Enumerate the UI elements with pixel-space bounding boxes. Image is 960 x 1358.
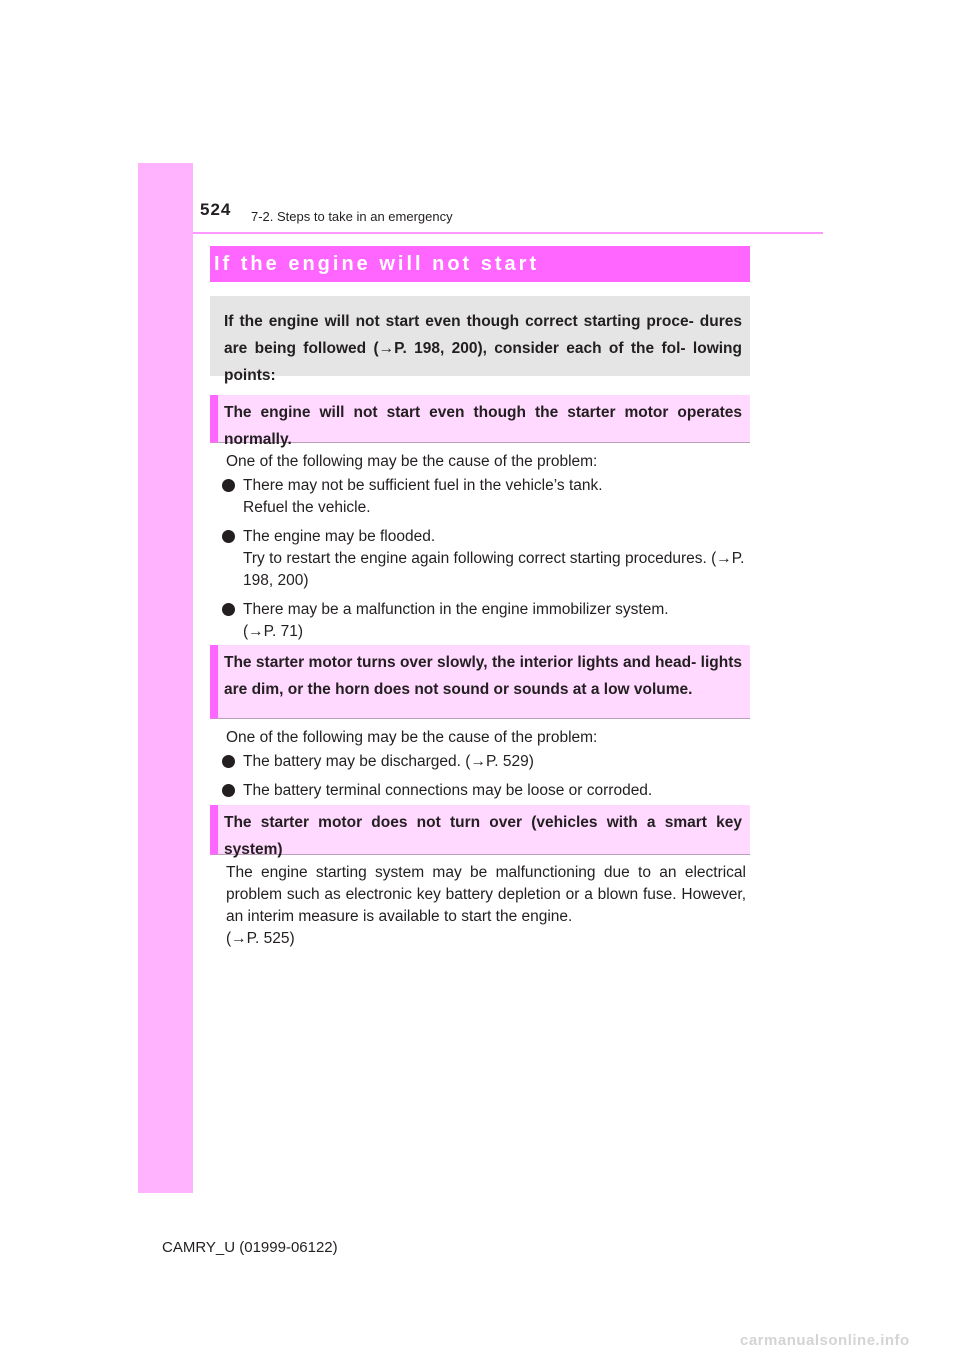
bullet-text: There may be a malfunction in the engine immobilizer system. bbox=[243, 601, 669, 618]
bullet-text: The battery terminal connections may be loose or corroded. bbox=[243, 782, 653, 799]
bullet-text: There may not be sufficient fuel in the vehicle’s tank. bbox=[243, 477, 603, 494]
section-2-bullets bbox=[222, 751, 750, 809]
bullet-text: The battery may be discharged. (→P. 529) bbox=[243, 753, 534, 770]
bullet-icon bbox=[222, 530, 235, 543]
section-3-ref: (→P. 525) bbox=[226, 930, 295, 947]
header-divider bbox=[193, 232, 823, 234]
section-1-lead: One of the following may be the cause of the problem: bbox=[226, 453, 598, 470]
list-item bbox=[222, 526, 750, 592]
list-item bbox=[222, 780, 750, 802]
intro-box: If the engine will not start even though correct starting proce- dures are being followed (→P. 198, 200), consider each of the fol- lowing points: bbox=[210, 296, 750, 376]
bullet-icon bbox=[222, 784, 235, 797]
chapter-side-tab bbox=[138, 163, 193, 1193]
list-item bbox=[222, 599, 750, 643]
bullet-text: The engine may be flooded. bbox=[243, 528, 436, 545]
bullet-subtext: Refuel the vehicle. bbox=[243, 499, 371, 516]
list-item bbox=[222, 751, 750, 773]
section-2-lead: One of the following may be the cause of the problem: bbox=[226, 729, 598, 746]
section-heading-2: The starter motor turns over slowly, the interior lights and head- lights are dim, or the horn does not sound or sounds at a low volume. bbox=[210, 645, 750, 719]
section-1-bullets bbox=[222, 475, 750, 650]
title-bar bbox=[210, 246, 750, 282]
section-reference: 7-2. Steps to take in an emergency bbox=[251, 209, 453, 224]
page-title: If the engine will not start bbox=[214, 253, 540, 275]
page-number: 524 bbox=[200, 200, 232, 219]
bullet-subtext: Try to restart the engine again following correct starting procedures. (→P. 198, 200) bbox=[243, 550, 745, 589]
document-footer: CAMRY_U (01999-06122) bbox=[162, 1239, 338, 1256]
section-3-body: The engine starting system may be malfunctioning due to an electrical problem such as electronic key battery depletion or a blown fuse. However, an interim measure is available to start the engine. bbox=[226, 864, 746, 925]
section-heading-3: The starter motor does not turn over (vehicles with a smart key system) bbox=[210, 805, 750, 855]
list-item bbox=[222, 475, 750, 519]
bullet-icon bbox=[222, 603, 235, 616]
watermark: carmanualsonline.info bbox=[740, 1332, 910, 1349]
section-heading-1: The engine will not start even though the starter motor operates normally. bbox=[210, 395, 750, 443]
bullet-icon bbox=[222, 479, 235, 492]
bullet-subtext: (→P. 71) bbox=[243, 623, 304, 640]
bullet-icon bbox=[222, 755, 235, 768]
